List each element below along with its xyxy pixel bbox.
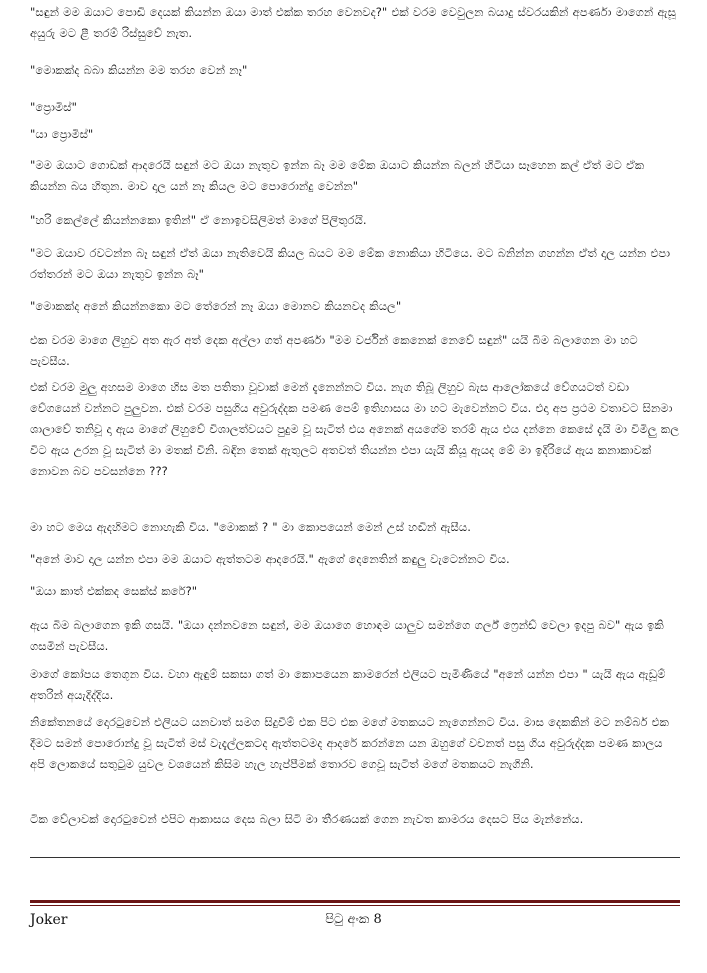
paragraph-15: මාගේ කෝපය තෙගුන විය. වහා ඇඳුම් සකසා ගත් මා කොපයෙන කාමරෙන් එලියට පැමිණියේ "අනේ යන්න එපා " යැයි ඇය ඇඩූම් අතරින් අයැදිද්දිය.: [30, 667, 666, 702]
paragraph-4: "යා ප්‍රොමිස්": [30, 127, 94, 141]
content-end-divider: [30, 857, 680, 858]
page-number: පිටු අංක 8: [325, 912, 382, 927]
footer-divider-thin: [30, 905, 680, 906]
paragraph-11: මා හට මෙය ඇදහිමට නොහැකි විය. "මොකක් ? " මා කොපයෙන් මෙන් උස් හඬින් ඇසීය.: [30, 520, 471, 534]
paragraph-9: එක වරම මාගෙ ලිහුව අත ඇර අත් දෙක අල්ලා ගත් අපර්ණා "මම වර්ජින් කෙනෙක් නෙවේ සඳුන්" යයි බිම බලාගෙන මා හට පැවසීය.: [30, 333, 638, 368]
footer-author: Joker: [30, 912, 68, 928]
paragraph-12: "අනේ මාව දාල යන්න එපා මම ඔයාට ඇත්තටම ආදරෙයි." ඇගේ දෙනෙතින් කඳුලු වැටෙන්නට විය.: [30, 552, 510, 566]
paragraph-5: "මම ඔයාට ගොඩක් ආදරෙයි සඳුන් මට ඔයා නැතුව ඉන්න බෑ මම මේක ඔයාට කියන්න බලන් හිටියා සෑහෙන කල් ඒත් මට ඒක කියන්න බය හිතුන. මාව දාල යන් නෑ කියල මට පොරොන්දු වෙන්න": [30, 158, 645, 193]
paragraph-8: "මොකක්ද අනේ කියන්නකො මට තේරෙන් නෑ ඔයා මොනව කියනවද කියල": [30, 299, 402, 313]
paragraph-14: ඇය බිම බලාගෙන ඉකි ගසයි. "ඔයා දන්නවනෙ සඳුන්, මම ඔයාගෙ හොඳම යාලුව සමන්ගෙ ගර්ල් ෆ්‍රෙන්ඩ් වෙලා ඉදපු බව" ඇය ඉකි ගසමින් පැවසීය.: [30, 618, 664, 653]
paragraph-1: "සඳුන් මම ඔයාට පොඩි දෙයක් කියන්න ඔයා මාත් එක්ක තරහ වෙනවද?" එක් වරම වෙවුලන බයාදු ස්වරයකින් අපර්ණා මාගෙන් ඇසූ අයුරු මට ළී තරම් රිස්සුවේ නැත.: [30, 5, 676, 40]
paragraph-13: "ඔයා කාත් එක්කද සෙක්ස් කරේ?": [30, 584, 198, 598]
paragraph-2: "මොකක්ද බබා කියන්න මම තරහ වෙන් නෑ": [30, 63, 248, 77]
paragraph-16: නිකේතනයේ දොරටුවෙන් එලියට යනවාත් සමග සිදුවීම් එක පිට එක මගේ මතකයට නැගෙන්නට විය. මාස දෙකකින් මට නම්බර් එක දීමට සමන් පොරොන්දු වූ සැටිත් මස් වැදැල්ලකටද ඇත්තටමද ආදරේ කරන්නෙ යන ඔහුගේ වචනත් පසු ගිය අවුරුද්දක පමණ කාලය අපි ලොකයේ සතුටුම යුවල වශයෙන් කිසිම හැල හැප්පීමක් තොරව ගෙවූ සැටිත් මගේ මතකයට නැගිනි.: [30, 715, 669, 771]
paragraph-6: "හරි කෙල්ලේ කියන්නකො ඉතින්" ඒ නොඉවසිලිමත් මාගේ පිලිතුරයි.: [30, 213, 367, 227]
paragraph-3: "ප්‍රොමිස්": [30, 100, 77, 114]
footer-divider-thick: [30, 900, 680, 903]
paragraph-7: "මට ඔයාව රවටන්න බෑ සඳුන් ඒත් ඔයා නැතිවෙයි කියල බයට මම මේක නොකියා හිටියෙ. මට බනින්න ගහන්න ඒත් දාල යන්න එපා රත්තරන් මට ඔයා නැතුව ඉන්න බෑ": [30, 246, 671, 281]
paragraph-10: එක් වරම මුලු අහසම මාගෙ හිස මත පතිතා වූවාක් මෙන් දැනෙන්නට විය. නැග තිබූ ලිහුව බැස ආලෝකයේ වේගයටත් වඩා වේගයෙන් වන්නට පුලුවන. එක් වරම පසුගිය අවුරුද්දක පමණ පෙම් ඉතිහාසය මා හට මැවෙන්නට විය. එදා අප ප්‍රථම වතාවට සිනමා ශාලාවේ තනිවූ දා ඇය මාගේ ලිහුවේ විශාලත්වයට පුදුම වූ සැටිත් එය අනෙක් අයගේම තරම් ඇය එය දන්නෙ කෙසේ දැයි මා විමිලු කල විට ඇය උරන වූ සැටිත් මා මතක් විනි. බඳින තෙක් ඇතුලට අතවත් තියන්න එපා යැයි කියූ ඇයද මේ මා ඉදිරියේ ඇය කනාකාවක් නොවන බව පවසන්නෙ ???: [30, 380, 680, 478]
paragraph-17: ටික වේලාවක් දොරටුවෙන් එපිට ආකාසය දෙස බලා සිටි මා තීරණයක් ගෙන නැවත කාමරය දෙසට පිය මැන්නේය.: [30, 812, 584, 826]
